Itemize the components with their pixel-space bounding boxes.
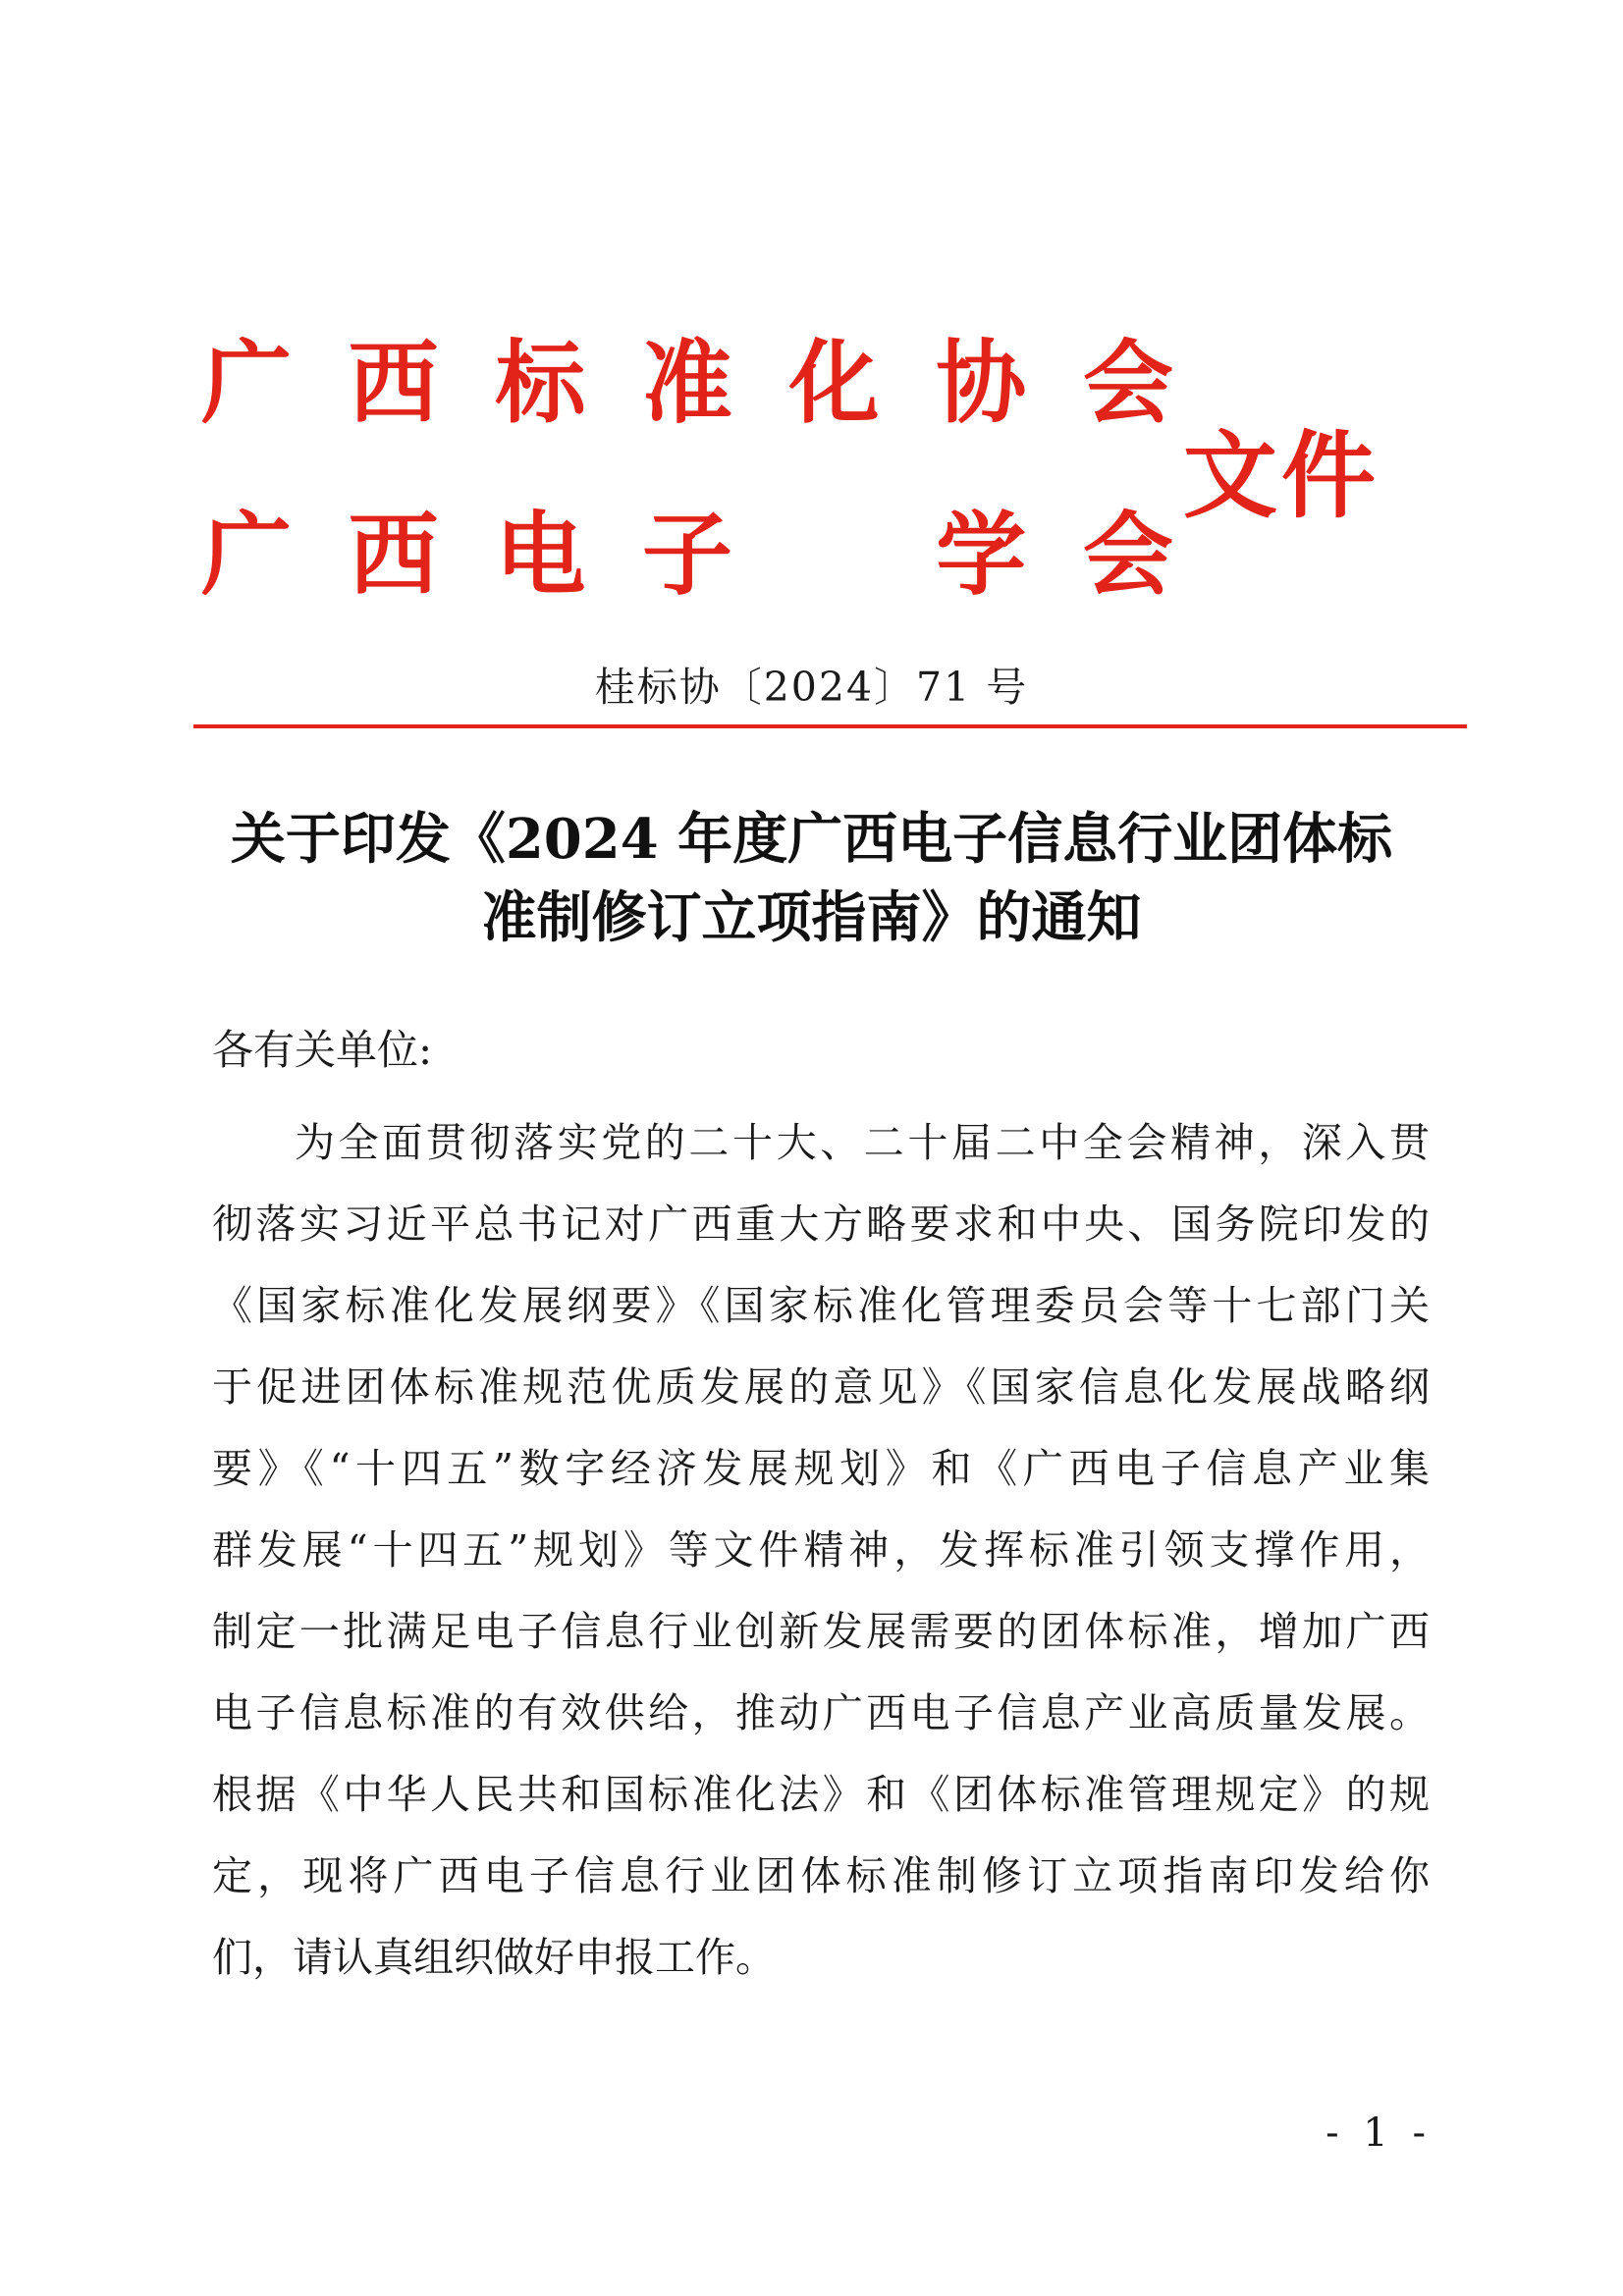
letterhead-char: [789, 501, 880, 609]
letterhead-org-1: [201, 329, 1173, 437]
body-text: [212, 1102, 1430, 1999]
letterhead-char: 学: [936, 502, 1027, 608]
body-line: 们，请认真组织做好申报工作。: [212, 1934, 776, 1981]
letterhead-suffix: 文件: [1183, 420, 1380, 531]
title-line: 关于印发《2024 年度广西电子信息行业团体标: [230, 807, 1393, 872]
letterhead-char: 化: [788, 330, 880, 436]
body-line: 为全面贯彻落实党的二十大、二十届二中全会精神，深入贯: [295, 1119, 1430, 1166]
letterhead-char: 广: [201, 330, 293, 436]
body-line: 于促进团体标准规范优质发展的意见》《国家信息化发展战略纲: [212, 1363, 1430, 1411]
body-line: 要》《“十四五”数字经济发展规划》和《广西电子信息产业集: [212, 1445, 1430, 1492]
letterhead-char: 广: [201, 502, 293, 608]
body-line: 根据《中华人民共和国标准化法》和《团体标准管理规定》的规: [212, 1771, 1430, 1818]
body-line: 彻落实习近平总书记对广西重大方略要求和中央、国务院印发的: [212, 1201, 1430, 1248]
letterhead-char: 西: [348, 330, 439, 436]
letterhead-char: 子: [641, 502, 732, 608]
document-number: 桂标协〔2024〕71 号: [594, 664, 1029, 711]
letterhead-char: 准: [641, 330, 732, 436]
letterhead-char: 西: [348, 502, 439, 608]
title-line: 准制修订立项指南》的通知: [481, 885, 1142, 950]
letterhead-char: 协: [936, 330, 1027, 436]
letterhead-char: 会: [1082, 502, 1173, 608]
body-line: 电子信息标准的有效供给，推动广西电子信息产业高质量发展。: [212, 1689, 1430, 1736]
letterhead-char: 电: [495, 502, 586, 608]
body-line: 《国家标准化发展纲要》《国家标准化管理委员会等十七部门关: [212, 1282, 1430, 1329]
body-line: 群发展“十四五”规划》等文件精神，发挥标准引领支撑作用，: [212, 1526, 1430, 1574]
red-divider: [193, 724, 1467, 728]
body-line: 定，现将广西电子信息行业团体标准制修订立项指南印发给你: [212, 1852, 1430, 1899]
page-number: - 1 -: [1325, 2110, 1432, 2156]
letterhead-org-2: [201, 501, 1173, 609]
document-title: [147, 800, 1476, 957]
body-line: 制定一批满足电子信息行业创新发展需要的团体标准，增加广西: [212, 1608, 1430, 1655]
letterhead-char: 标: [495, 330, 586, 436]
salutation: 各有关单位:: [212, 1026, 433, 1074]
letterhead-char: 会: [1082, 330, 1173, 436]
